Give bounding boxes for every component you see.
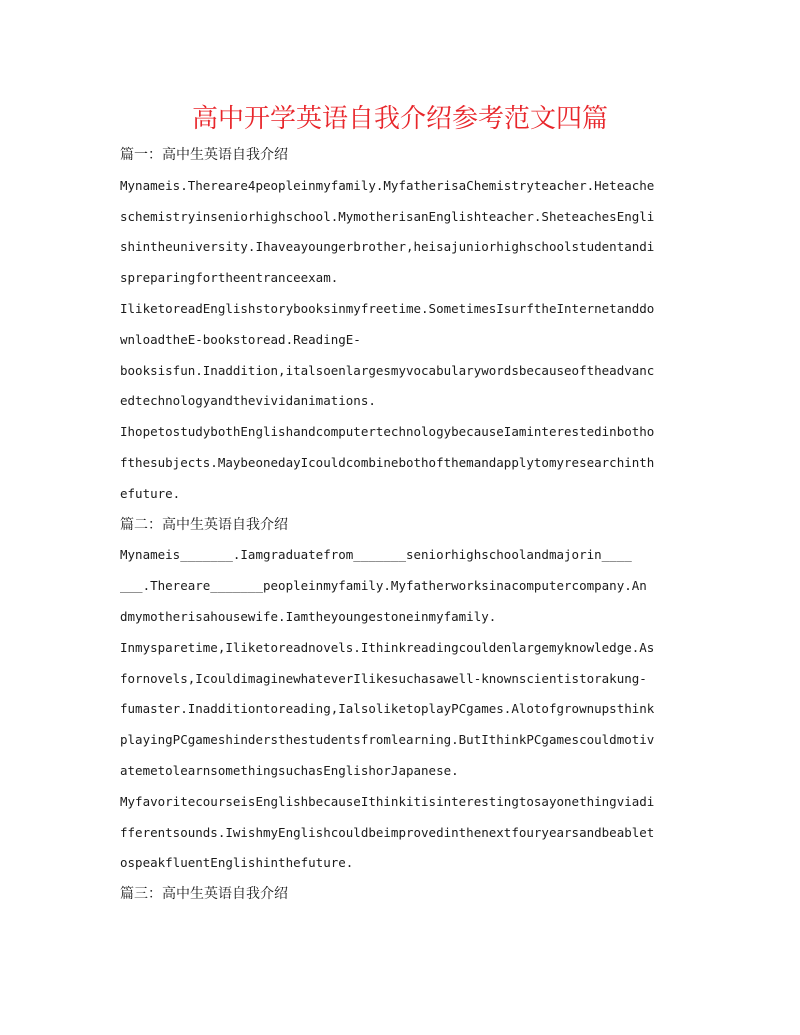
text-line: fumaster.Inadditiontoreading,IalsoliketoplayPCgames.Alotofgrownupsthink bbox=[120, 701, 655, 717]
text-line: booksisfun.Inaddition,italsoenlargesmyvocabularywordsbecauseoftheadvanc bbox=[120, 362, 655, 378]
document-title: 高中开学英语自我介绍参考范文四篇 bbox=[191, 104, 608, 134]
text-line: fornovels,IcouldimaginewhateverIlikesuchasawell-knownscientistorakung- bbox=[120, 670, 647, 686]
section-heading: 篇一：高中生英语自我介绍 bbox=[120, 147, 288, 163]
text-line: atemetolearnsomethingsuchasEnglishorJapanese. bbox=[120, 762, 459, 778]
text-line: efuture. bbox=[120, 485, 181, 501]
text-line: dmymotherisahousewife.Iamtheyoungestoneinmyfamily. bbox=[120, 608, 497, 624]
text-line: Mynameis.Thereare4peopleinmyfamily.MyfatherisaChemistryteacher.Heteache bbox=[120, 177, 655, 193]
text-line: Inmysparetime,Iliketoreadnovels.Ithinkreadingcouldenlargemyknowledge.As bbox=[120, 639, 655, 655]
text-line: wnloadtheE-bookstoread.ReadingE- bbox=[120, 331, 361, 347]
text-line: schemistryinseniorhighschool.MymotherisanEnglishteacher.SheteachesEngli bbox=[120, 208, 655, 224]
text-line: shintheuniversity.Ihaveayoungerbrother,heisajuniorhighschoolstudentandi bbox=[120, 239, 655, 255]
section-heading: 篇二：高中生英语自我介绍 bbox=[120, 516, 288, 533]
document-body bbox=[120, 140, 680, 910]
text-line: ___.Thereare_______peopleinmyfamily.Myfatherworksinacomputercompany.An bbox=[120, 578, 647, 594]
text-line: Mynameis_______.Iamgraduatefrom_______seniorhighschoolandmajorin____ bbox=[120, 547, 632, 563]
text-line: edtechnologyandthevividanimations. bbox=[120, 393, 376, 409]
text-line: fferentsounds.IwishmyEnglishcouldbeimprovedinthenextfouryearsandbeablet bbox=[120, 824, 655, 840]
text-line: MyfavoritecourseisEnglishbecauseIthinkitisinterestingtosayonethingviadi bbox=[120, 793, 655, 809]
text-line: fthesubjects.MaybeonedayIcouldcombinebothofthemandapplytomyresearchinth bbox=[120, 454, 655, 470]
text-line: playingPCgameshindersthestudentsfromlearning.ButIthinkPCgamescouldmotiv bbox=[120, 732, 655, 748]
section-heading: 篇三：高中生英语自我介绍 bbox=[120, 886, 288, 903]
text-line: spreparingfortheentranceexam. bbox=[120, 270, 339, 286]
text-line: ospeakfluentEnglishinthefuture. bbox=[120, 855, 354, 871]
text-line: IhopetostudybothEnglishandcomputertechnologybecauseIaminterestedinbotho bbox=[120, 424, 655, 440]
text-line: IliketoreadEnglishstorybooksinmyfreetime.SometimesIsurftheInternetanddo bbox=[120, 300, 655, 316]
